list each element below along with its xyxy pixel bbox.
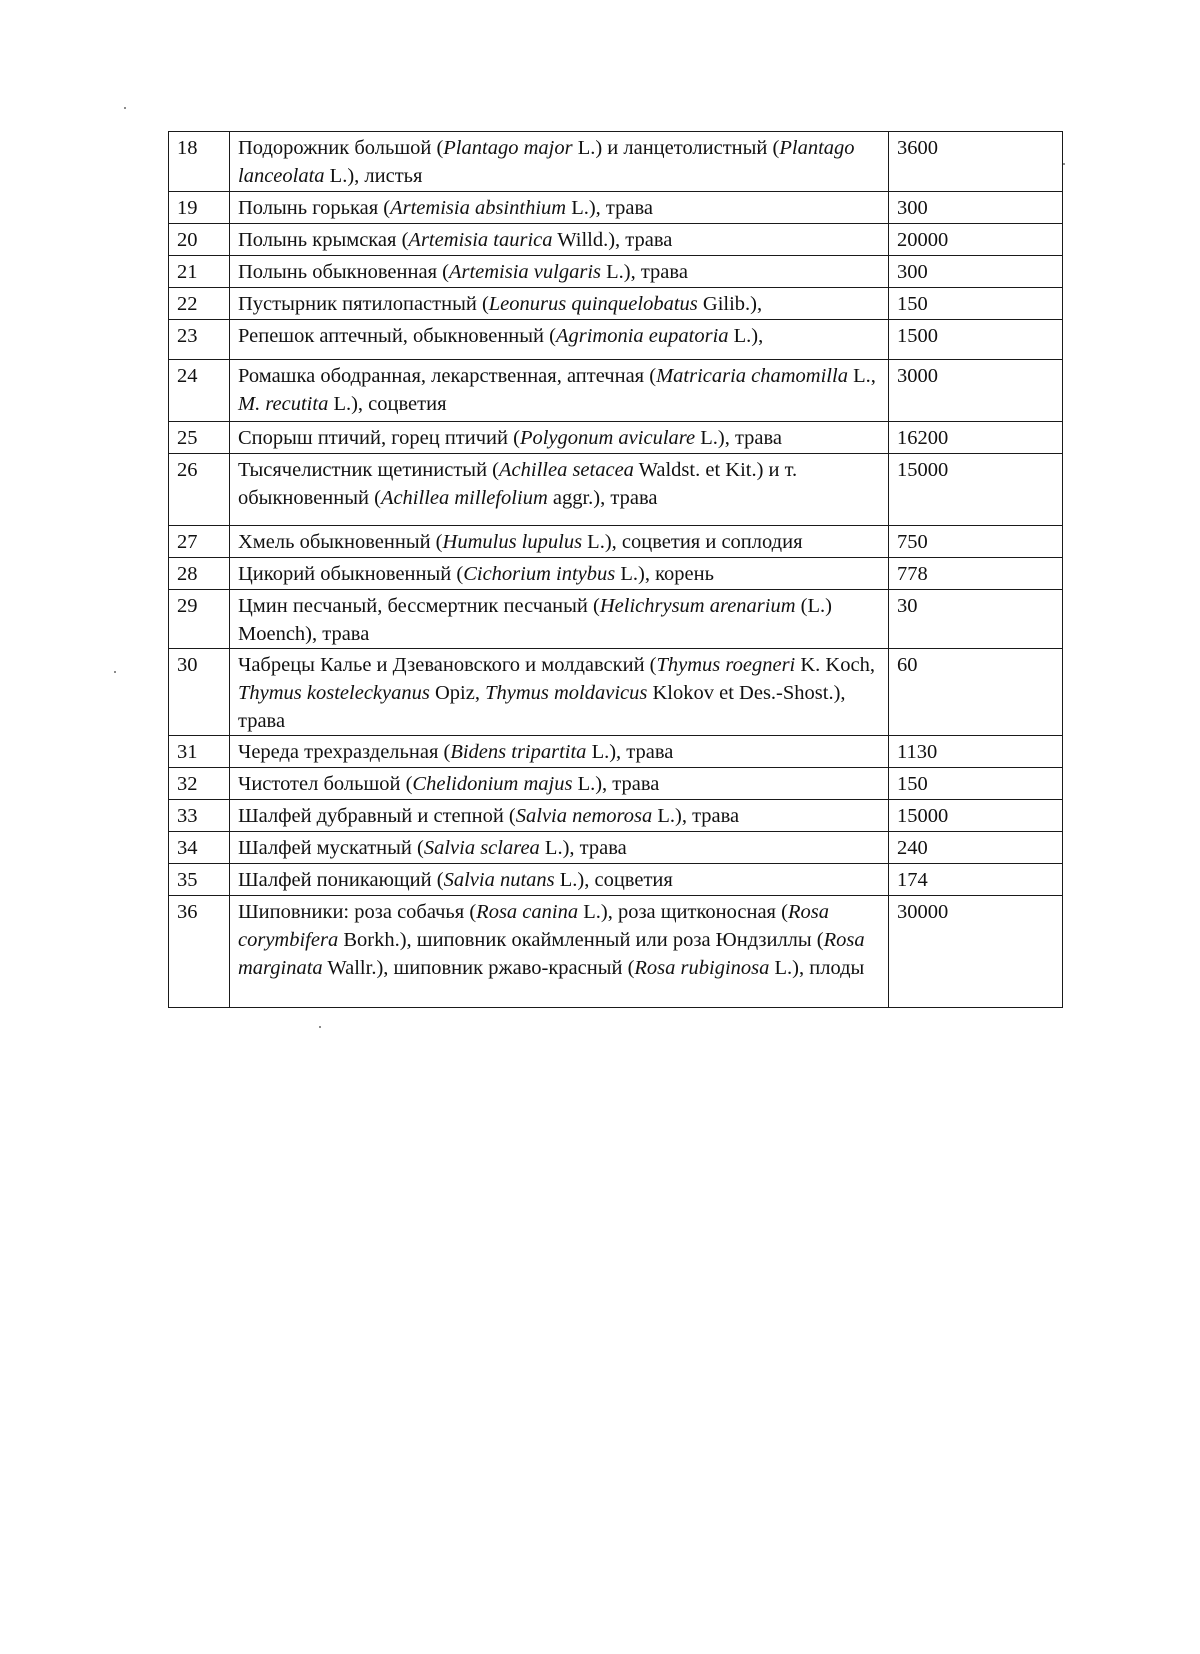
latin-name: Cichorium intybus [463,563,616,585]
plant-name-cell [230,454,889,526]
amount-cell: 300 [889,256,1063,288]
plant-name-cell [230,800,889,832]
latin-name: Leonurus quinquelobatus [488,293,698,315]
name-text: Цикорий обыкновенный ( [238,563,464,585]
name-text: Gilib.), [697,293,763,315]
name-text: Wallr.), шиповник ржаво-красный ( [322,957,635,979]
latin-name: Achillea millefolium [380,487,548,509]
scan-speck [319,1026,321,1028]
table-row [169,288,1063,320]
plant-name-cell [230,132,889,192]
latin-name: Helichrysum arenarium [599,595,796,617]
plant-name-cell [230,558,889,590]
latin-name: Thymus kosteleckyanus [238,682,430,704]
name-text: Тысячелистник щетинистый ( [238,459,500,481]
name-text: Klokov et Des.-Shost.), трава [238,682,846,732]
name-text: L.), роза щитконосная ( [578,901,788,923]
name-text: L.), трава [695,427,783,449]
table-row [169,768,1063,800]
row-number-cell: 24 [169,360,230,422]
name-text: L.), [728,325,764,347]
name-text: Шалфей дубравный и степной ( [238,805,516,827]
latin-name: Rosa canina [476,901,579,923]
plant-name-cell [230,192,889,224]
row-number-cell: 19 [169,192,230,224]
latin-name: Plantago lanceolata [238,137,855,187]
name-text: Хмель обыкновенный ( [238,531,443,553]
name-text: Полынь горькая ( [238,197,391,219]
name-text: L.), трава [601,261,688,283]
table-row [169,736,1063,768]
amount-cell: 30 [889,590,1063,649]
name-text: Цмин песчаный, бессмертник песчаный ( [238,595,600,617]
name-text: Willd.), трава [552,229,673,251]
row-number-cell: 35 [169,864,230,896]
table-row [169,649,1063,736]
name-text: L.), трава [586,741,674,763]
row-number-cell: 32 [169,768,230,800]
name-text: L.), плоды [769,957,865,979]
name-text: L.), соцветия [328,393,447,415]
name-text: L.) и ланцетолистный ( [572,137,780,159]
table-row [169,864,1063,896]
row-number-cell: 27 [169,526,230,558]
name-text: L.), соцветия и соплодия [582,531,803,553]
latin-name: Matricaria chamomilla [656,365,848,387]
amount-cell: 60 [889,649,1063,736]
plant-name-cell [230,590,889,649]
table-row [169,454,1063,526]
name-text: L.), трава [652,805,740,827]
table-row [169,832,1063,864]
name-text: Waldst. et Kit.) и т. обыкновенный ( [238,459,798,509]
row-number-cell: 18 [169,132,230,192]
latin-name: Rosa corymbifera [238,901,829,951]
latin-name: Polygonum aviculare [519,427,696,449]
name-text: Полынь крымская ( [238,229,409,251]
row-number-cell: 22 [169,288,230,320]
table-row [169,320,1063,360]
plant-name-cell [230,320,889,360]
name-text: Репешок аптечный, обыкновенный ( [238,325,556,347]
row-number-cell: 34 [169,832,230,864]
scan-speck [114,671,116,673]
amount-cell: 240 [889,832,1063,864]
amount-cell: 16200 [889,422,1063,454]
plant-name-cell [230,896,889,1008]
plant-name-cell [230,864,889,896]
plant-name-cell [230,422,889,454]
name-text: Пустырник пятилопастный ( [238,293,489,315]
plant-name-cell [230,649,889,736]
name-text: L.), трава [539,837,627,859]
amount-cell: 150 [889,768,1063,800]
latin-name: Achillea setacea [499,459,634,481]
amount-cell: 150 [889,288,1063,320]
latin-name: Salvia nemorosa [515,805,653,827]
row-number-cell: 23 [169,320,230,360]
amount-cell: 174 [889,864,1063,896]
amount-cell: 30000 [889,896,1063,1008]
row-number-cell: 36 [169,896,230,1008]
name-text: L.), трава [566,197,653,219]
name-text: L., [847,365,876,387]
table-row [169,590,1063,649]
latin-name: Artemisia taurica [408,229,553,251]
name-text: Шалфей поникающий ( [238,869,444,891]
table-row [169,896,1063,1008]
latin-name: Humulus lupulus [442,531,583,553]
plant-table-body [169,132,1063,1008]
latin-name: Thymus roegneri [656,654,796,676]
row-number-cell: 26 [169,454,230,526]
plant-name-cell [230,736,889,768]
table-row [169,422,1063,454]
row-number-cell: 21 [169,256,230,288]
plant-name-cell [230,832,889,864]
latin-name: Artemisia vulgaris [448,261,601,283]
name-text: K. Koch, [795,654,875,676]
name-text: Ромашка ободранная, лекарственная, аптечная ( [238,365,657,387]
name-text: Borkh.), шиповник окаймленный или роза Юндзиллы ( [338,929,824,951]
latin-name: Bidens tripartita [450,741,587,763]
row-number-cell: 28 [169,558,230,590]
amount-cell: 750 [889,526,1063,558]
name-text: aggr.), трава [547,487,658,509]
row-number-cell: 25 [169,422,230,454]
amount-cell: 20000 [889,224,1063,256]
scan-speck [1063,163,1065,165]
row-number-cell: 31 [169,736,230,768]
latin-name: Rosa marginata [238,929,865,979]
latin-name: Salvia nutans [443,869,555,891]
plant-table [168,131,1063,1008]
table-row [169,192,1063,224]
plant-name-cell [230,768,889,800]
amount-cell: 3600 [889,132,1063,192]
row-number-cell: 30 [169,649,230,736]
amount-cell: 778 [889,558,1063,590]
name-text: Полынь обыкновенная ( [238,261,449,283]
table-row [169,224,1063,256]
plant-name-cell [230,360,889,422]
table-row [169,558,1063,590]
plant-name-cell [230,256,889,288]
table-row [169,800,1063,832]
scan-speck [124,107,126,109]
latin-name: Chelidonium majus [412,773,573,795]
latin-name: Rosa rubiginosa [634,957,770,979]
table-row [169,256,1063,288]
plant-name-cell [230,526,889,558]
name-text: L.), листья [324,165,423,187]
name-text: Чабрецы Калье и Дзевановского и молдавский ( [238,654,657,676]
name-text: (L.) Moench), трава [238,595,832,645]
name-text: Шалфей мускатный ( [238,837,424,859]
amount-cell: 1500 [889,320,1063,360]
latin-name: Artemisia absinthium [390,197,567,219]
amount-cell: 3000 [889,360,1063,422]
amount-cell: 15000 [889,454,1063,526]
row-number-cell: 33 [169,800,230,832]
table-row [169,132,1063,192]
plant-name-cell [230,224,889,256]
amount-cell: 15000 [889,800,1063,832]
name-text: Opiz, [429,682,486,704]
amount-cell: 300 [889,192,1063,224]
latin-name: Thymus moldavicus [485,682,648,704]
latin-name: Salvia sclarea [423,837,540,859]
name-text: Подорожник большой ( [238,137,444,159]
name-text: Чистотел большой ( [238,773,413,795]
latin-name: Agrimonia eupatoria [555,325,729,347]
table-row [169,360,1063,422]
table-row [169,526,1063,558]
name-text: Шиповники: роза собачья ( [238,901,477,923]
name-text: L.), соцветия [554,869,673,891]
latin-name: M. recutita [238,393,329,415]
name-text: L.), трава [572,773,660,795]
plant-name-cell [230,288,889,320]
row-number-cell: 20 [169,224,230,256]
name-text: L.), корень [615,563,714,585]
amount-cell: 1130 [889,736,1063,768]
name-text: Череда трехраздельная ( [238,741,451,763]
name-text: Спорыш птичий, горец птичий ( [238,427,520,449]
latin-name: Plantago major [443,137,573,159]
row-number-cell: 29 [169,590,230,649]
